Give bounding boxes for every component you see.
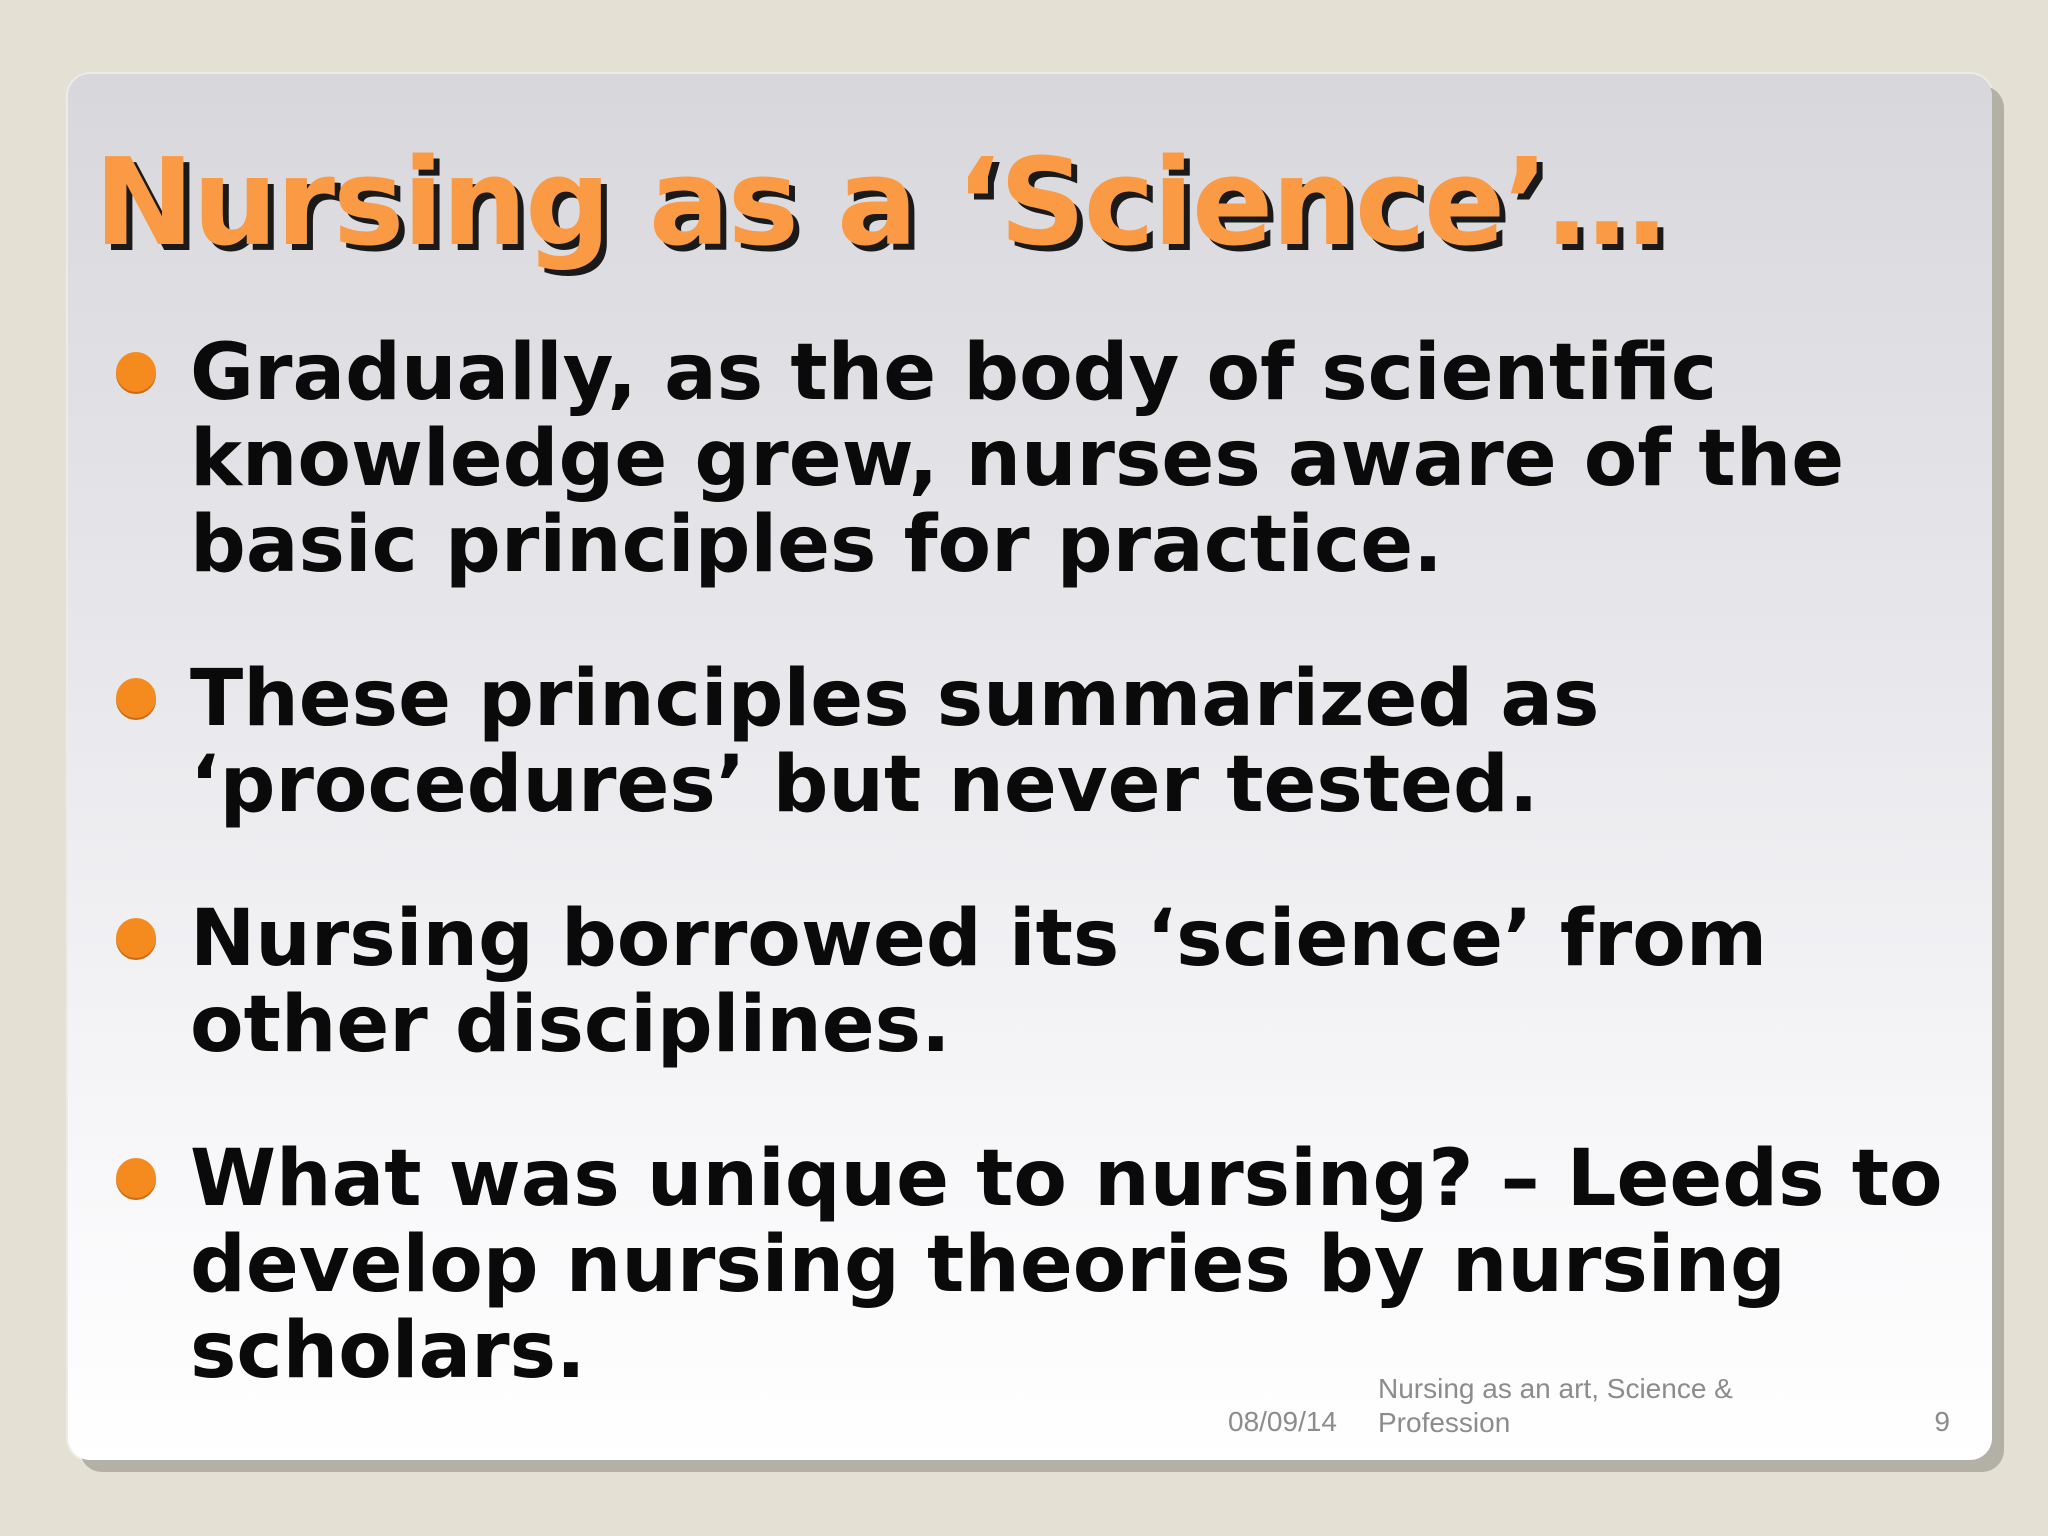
page-number: 9	[1934, 1406, 1950, 1437]
bullet-item	[116, 330, 1956, 588]
bullet-text: Nursing borrowed its ‘science’ from other disciplines.	[190, 894, 1768, 1070]
footer-date: 08/09/14	[1228, 1406, 1337, 1437]
bullet-item	[116, 656, 1956, 828]
bullet-text: These principles summarized as ‘procedures’ but never tested.	[190, 654, 1600, 830]
slide	[68, 74, 1992, 1460]
slide-title: Nursing as a ‘Science’…	[94, 134, 1665, 273]
bullet-list	[116, 330, 1956, 1462]
bullet-circle-icon	[116, 918, 156, 958]
bullet-text: What was unique to nursing? – Leeds to develop nursing theories by nursing scholars.	[190, 1134, 1943, 1396]
bullet-text: Gradually, as the body of scientific knowledge grew, nurses aware of the basic principles for practice.	[190, 328, 1845, 590]
bullet-item	[116, 1136, 1956, 1394]
bullet-circle-icon	[116, 352, 156, 392]
bullet-circle-icon	[116, 678, 156, 718]
footer-title: Nursing as an art, Science & Profession	[1378, 1373, 1733, 1438]
bullet-circle-icon	[116, 1158, 156, 1198]
bullet-item	[116, 896, 1956, 1068]
